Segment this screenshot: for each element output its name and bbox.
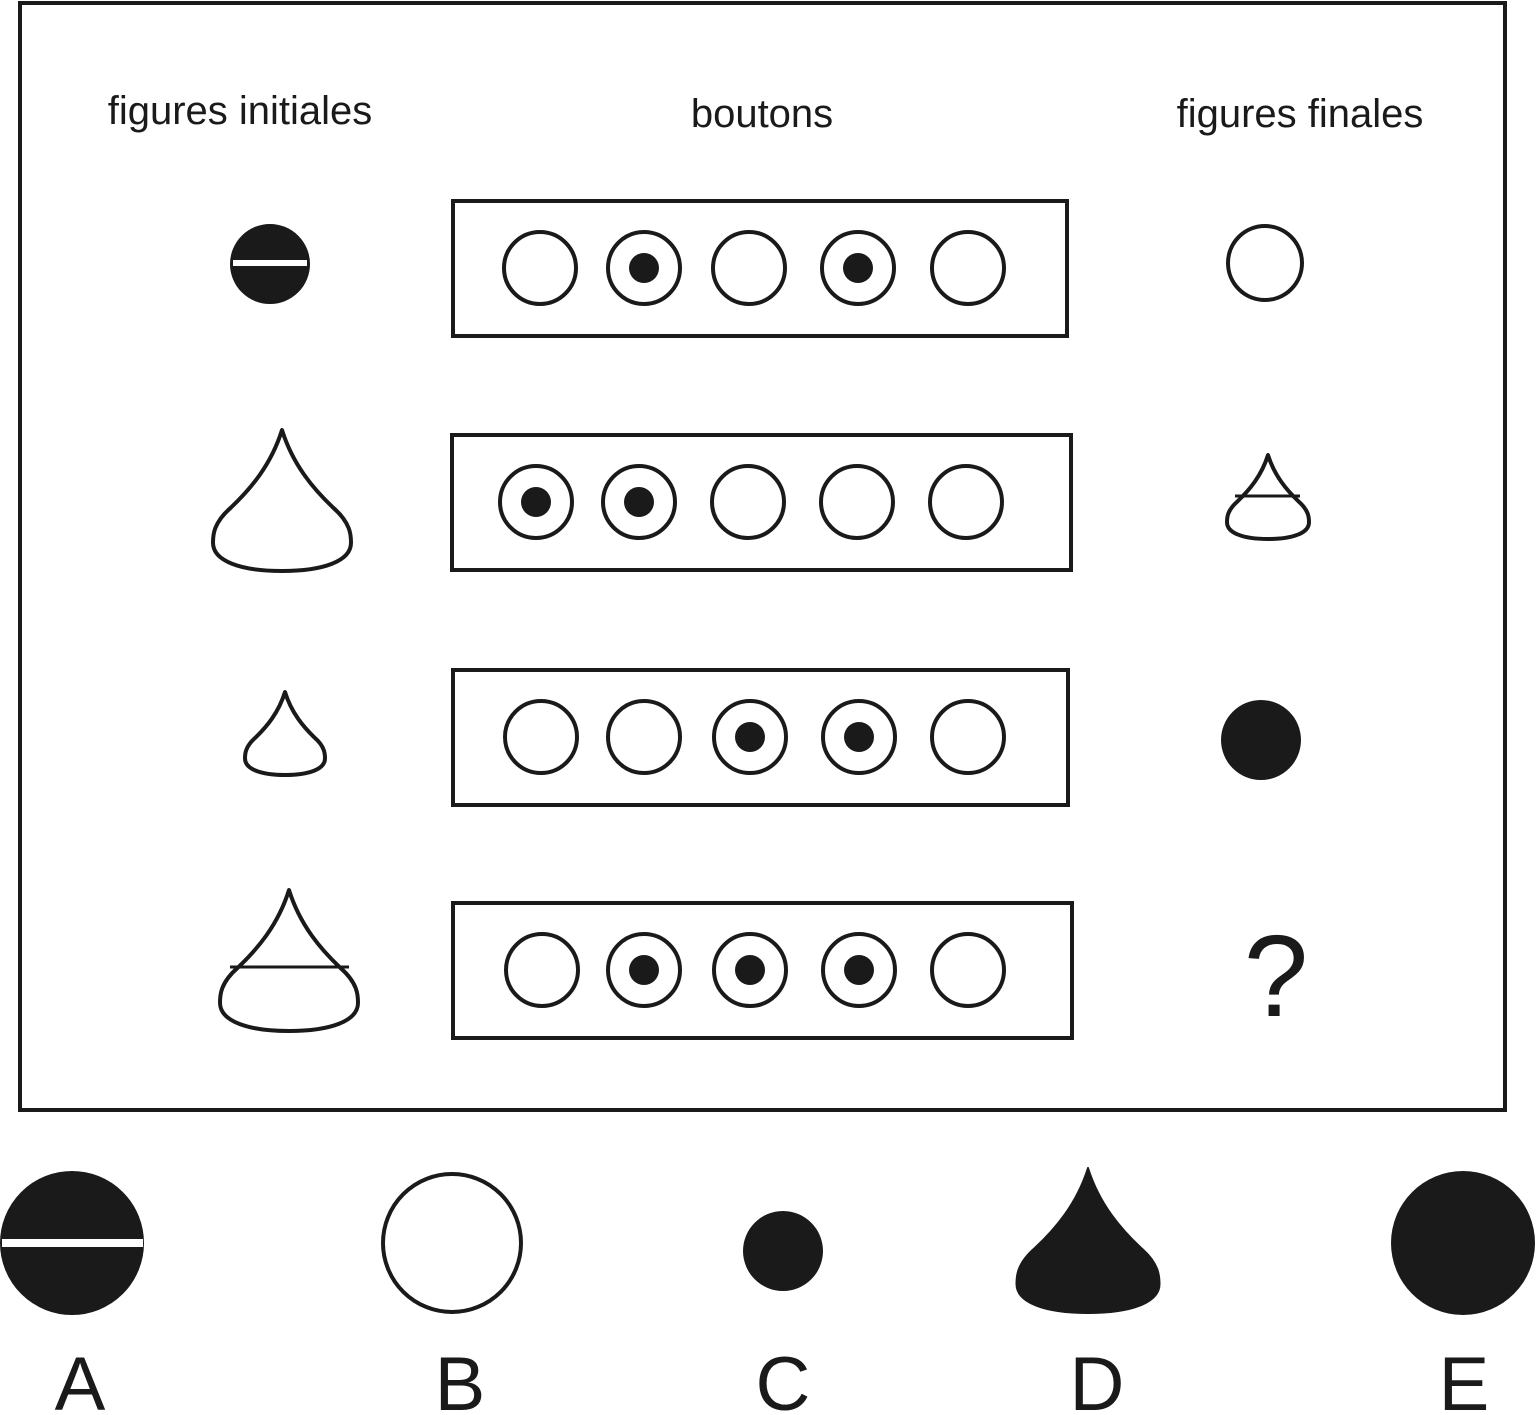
options-layer bbox=[1, 1168, 1535, 1415]
initial-figure bbox=[220, 890, 358, 1031]
button-5-released bbox=[930, 466, 1002, 538]
option-figure bbox=[1391, 1171, 1535, 1315]
button-ring bbox=[821, 466, 893, 538]
button-dot bbox=[843, 253, 873, 283]
button-1-pressed bbox=[500, 466, 572, 538]
button-ring bbox=[505, 701, 577, 773]
option-figure bbox=[383, 1174, 521, 1312]
button-panel bbox=[453, 201, 1067, 336]
row-1 bbox=[231, 201, 1302, 336]
final-figure bbox=[1228, 226, 1302, 300]
option-letter: D bbox=[1069, 1342, 1125, 1415]
button-ring bbox=[930, 466, 1002, 538]
button-3-pressed bbox=[714, 934, 786, 1006]
header-initial: figures initiales bbox=[107, 89, 373, 133]
option-d[interactable] bbox=[1017, 1168, 1160, 1415]
question-mark: ? bbox=[1243, 911, 1309, 1041]
row-2 bbox=[213, 430, 1309, 571]
option-letter: A bbox=[54, 1342, 106, 1415]
header-buttons: boutons bbox=[690, 92, 834, 136]
button-dot bbox=[735, 722, 765, 752]
button-2-released bbox=[608, 701, 680, 773]
button-4-pressed bbox=[823, 934, 895, 1006]
button-ring bbox=[932, 934, 1004, 1006]
option-figure bbox=[1017, 1168, 1160, 1313]
button-2-pressed bbox=[608, 232, 680, 304]
button-2-pressed bbox=[603, 466, 675, 538]
button-1-released bbox=[504, 232, 576, 304]
button-4-released bbox=[821, 466, 893, 538]
button-dot bbox=[521, 487, 551, 517]
button-1-released bbox=[505, 701, 577, 773]
rows-layer bbox=[213, 201, 1309, 1041]
button-4-pressed bbox=[823, 701, 895, 773]
button-3-released bbox=[713, 232, 785, 304]
button-ring bbox=[713, 232, 785, 304]
button-ring bbox=[932, 232, 1004, 304]
option-a[interactable] bbox=[1, 1172, 143, 1415]
button-dot bbox=[844, 955, 874, 985]
header-final: figures finales bbox=[1176, 92, 1424, 136]
button-dot bbox=[624, 487, 654, 517]
button-dot bbox=[629, 253, 659, 283]
button-1-released bbox=[506, 934, 578, 1006]
button-dot bbox=[629, 955, 659, 985]
button-5-released bbox=[932, 701, 1004, 773]
row-4 bbox=[220, 890, 1308, 1041]
button-3-pressed bbox=[714, 701, 786, 773]
button-panel bbox=[452, 435, 1071, 570]
button-dot bbox=[844, 722, 874, 752]
option-figure bbox=[743, 1211, 823, 1291]
button-5-released bbox=[932, 934, 1004, 1006]
button-4-pressed bbox=[822, 232, 894, 304]
final-figure bbox=[1221, 700, 1301, 780]
row-3 bbox=[245, 670, 1301, 805]
button-ring bbox=[506, 934, 578, 1006]
initial-figure bbox=[213, 430, 351, 571]
button-panel bbox=[453, 670, 1068, 805]
option-letter: B bbox=[434, 1342, 486, 1415]
option-letter: C bbox=[755, 1342, 811, 1415]
option-b[interactable] bbox=[383, 1174, 521, 1415]
button-5-released bbox=[932, 232, 1004, 304]
button-3-released bbox=[712, 466, 784, 538]
button-ring bbox=[932, 701, 1004, 773]
option-letter: E bbox=[1438, 1342, 1490, 1415]
initial-figure bbox=[245, 692, 325, 775]
option-e[interactable] bbox=[1391, 1171, 1535, 1415]
button-ring bbox=[504, 232, 576, 304]
button-ring bbox=[712, 466, 784, 538]
button-ring bbox=[608, 701, 680, 773]
button-2-pressed bbox=[608, 934, 680, 1006]
button-dot bbox=[735, 955, 765, 985]
option-c[interactable] bbox=[743, 1211, 823, 1415]
button-panel bbox=[453, 903, 1072, 1038]
